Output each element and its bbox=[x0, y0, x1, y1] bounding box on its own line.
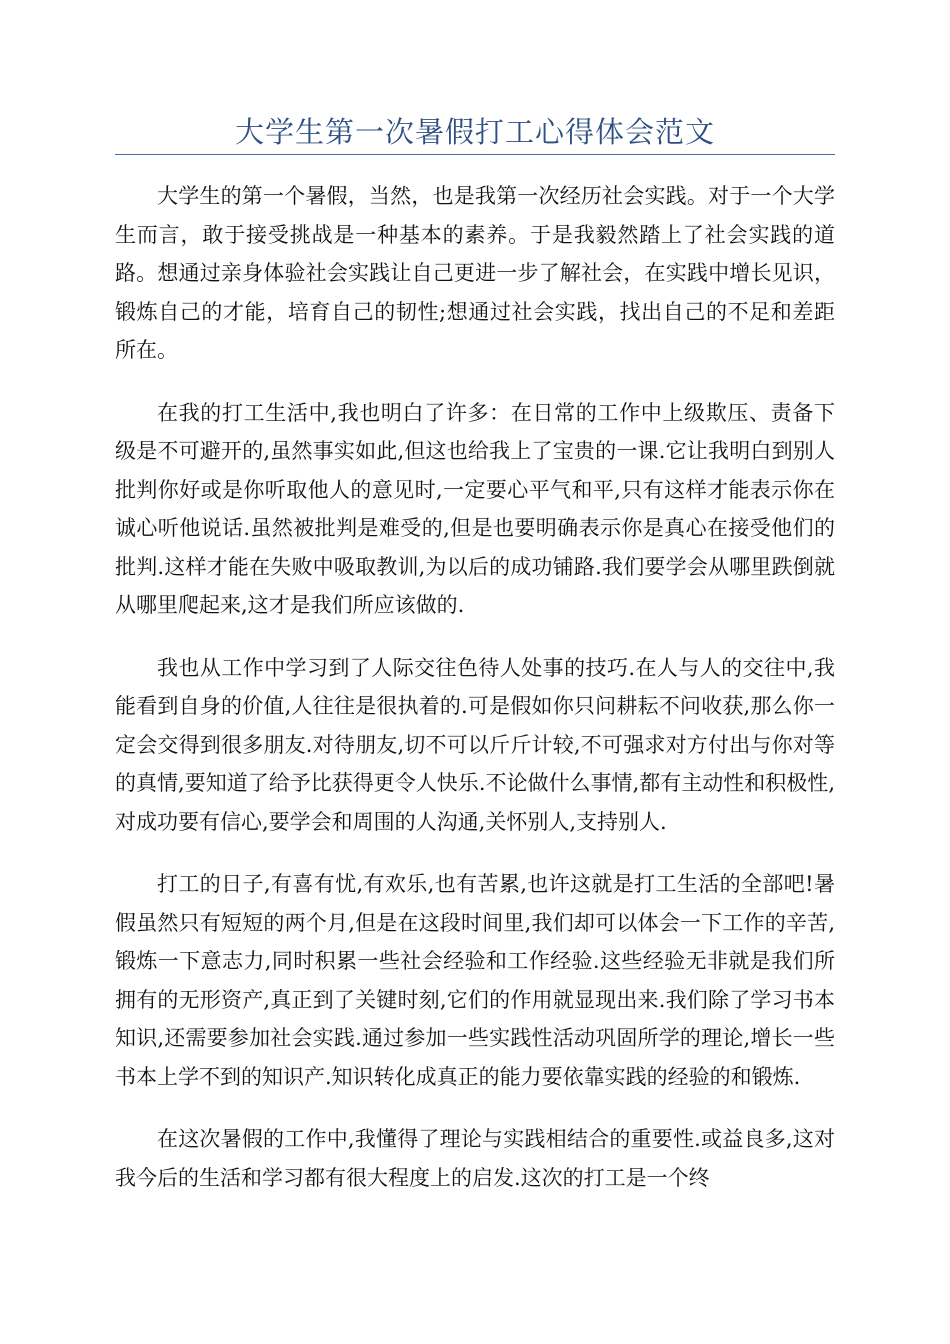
paragraph-4: 打工的日子,有喜有忧,有欢乐,也有苦累,也许这就是打工生活的全部吧!暑假虽然只有短短的两个月,但是在这段时间里,我们却可以体会一下工作的辛苦,锻炼一下意志力,同时积累一些社会经验和工作经验.这些经验无非就是我们所拥有的无形资产,真正到了关键时刻,它们的作用就显现出来.我们除了学习书本知识,还需要参加社会实践.通过参加一些实践性活动巩固所学的理论,增长一些书本上学不到的知识产.知识转化成真正的能力要依靠实践的经验的和锻炼. bbox=[115, 872, 835, 1089]
paragraph-3: 我也从工作中学习到了人际交往色待人处事的技巧.在人与人的交往中,我能看到自身的价值,人往往是很执着的.可是假如你只问耕耘不问收获,那么你一定会交得到很多朋友.对待朋友,切不可以斤斤计较,不可强求对方付出与你对等的真情,要知道了给予比获得更令人快乐.不论做什么事情,都有主动性和积极性,对成功要有信心,要学会和周围的人沟通,关怀别人,支持别人. bbox=[115, 655, 835, 834]
document-title: 大学生第一次暑假打工心得体会范文 bbox=[234, 115, 715, 149]
document-body bbox=[115, 177, 835, 1221]
paragraph-1: 大学生的第一个暑假，当然，也是我第一次经历社会实践。对于一个大学生而言，敢于接受挑战是一种基本的素养。于是我毅然踏上了社会实践的道路。想通过亲身体验社会实践让自己更进一步了解社会，在实践中增长见识，锻炼自己的才能，培育自己的韧性;想通过社会实践，找出自己的不足和差距所在。 bbox=[115, 184, 835, 362]
paragraph-5: 在这次暑假的工作中,我懂得了理论与实践相结合的重要性.或益良多,这对我今后的生活和学习都有很大程度上的启发.这次的打工是一个终 bbox=[115, 1127, 835, 1190]
title-underline bbox=[115, 154, 835, 155]
paragraph-2: 在我的打工生活中,我也明白了许多：在日常的工作中上级欺压、责备下级是不可避开的,虽然事实如此,但这也给我上了宝贵的一课.它让我明白到别人批判你好或是你听取他人的意见时,一定要心平气和平,只有这样才能表示你在诚心听他说话.虽然被批判是难受的,但是也要明确表示你是真心在接受他们的批判.这样才能在失败中吸取教训,为以后的成功铺路.我们要学会从哪里跌倒就从哪里爬起来,这才是我们所应该做的. bbox=[115, 400, 835, 617]
